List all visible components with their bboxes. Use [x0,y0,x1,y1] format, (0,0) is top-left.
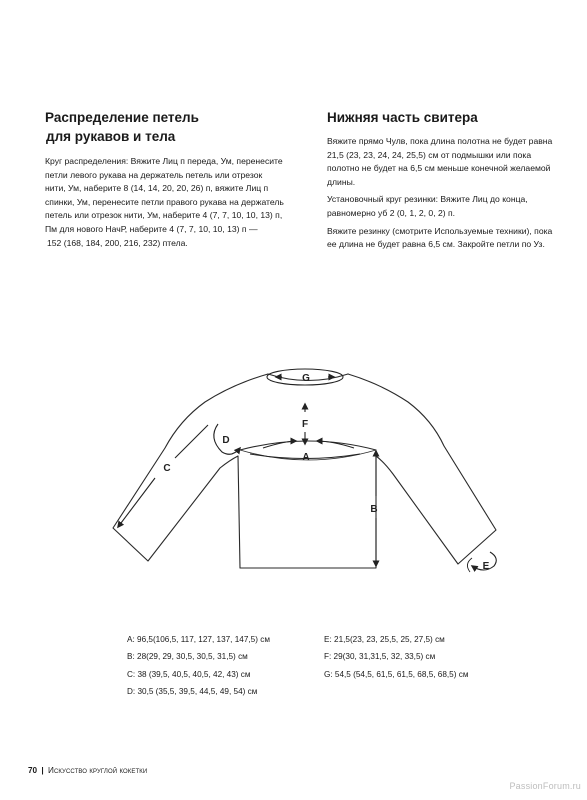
left-heading-line1: Распределение петель [45,110,199,125]
sweater-outline-right [240,374,496,568]
watermark: PassionForum.ru [509,781,581,791]
label-a: A [302,452,310,463]
book-title: Искусство круглой кокетки [47,766,148,775]
footer-separator: | [41,766,44,775]
left-heading-line2: для рукавов и тела [46,129,176,144]
measurements-right [324,631,468,683]
left-paragraph-text: Круг распределения: Вяжите Лиц п переда, Ум, перенесите петли левого рукава на держатель петель или отрезок нити, Ум, наберите 8 (14, 14, 20, 20, 26) п, вяжите Лиц п спинки, Ум, перенесите петли правого рукава на держатель петель или отрезок нити, Ум, наберите 4 (7, 7, 10, 10, 13) п, Пм для нового НачР, наберите 4 (7, 7, 10, 10, 13) п — [45,156,284,234]
label-f: F [301,419,309,430]
label-d: D [222,435,230,446]
right-paragraph-3: Вяжите резинку (смотрите Используемые техники), пока ее длина не будет равна 6,5 см. Закройте петли по Уз. [327,225,553,250]
left-paragraph-end: 152 (168, 184, 200, 216, 232) птела. [47,237,188,248]
measurements-left [127,631,270,700]
label-e: E [482,561,490,572]
measurement-f: F: 29(30, 31,31,5, 32, 33,5) см [324,652,436,662]
right-heading: Нижняя часть свитера [327,110,478,125]
measure-c [118,425,208,527]
label-c: C [163,463,171,474]
measurement-g: G: 54,5 (54,5, 61,5, 61,5, 68,5, 68,5) см [324,669,469,679]
label-g: G [302,373,310,384]
page-number: 70 [28,766,38,775]
body-top-line [240,441,376,450]
label-b: B [370,504,378,515]
measurement-e: E: 21,5(23, 23, 25,5, 25, 27,5) см [324,635,445,644]
page-footer [28,766,147,775]
measurement-c: C: 38 (39,5, 40,5, 40,5, 42, 43) см [127,669,251,679]
sweater-outline-left [113,374,268,568]
measurement-b: B: 28(29, 29, 30,5, 30,5, 31,5) см [127,652,248,662]
measurement-a: A: 96,5(106,5, 117, 127, 137, 147,5) см [127,635,270,644]
right-paragraph-1: Вяжите прямо Чулв, пока длина полотна не будет равна 21,5 (23, 23, 24, 24, 25,5) см от подмышки или пока полотно не будет на 6,5 см меньше конечной желаемой длины. [327,136,553,187]
measurement-d: D: 30,5 (35,5, 39,5, 44,5, 49, 54) см [127,686,258,696]
right-paragraph-2: Установочный круг резинки: Вяжите Лиц до конца, равномерно уб 2 (0, 1, 2, 0, 2) п. [327,194,528,218]
